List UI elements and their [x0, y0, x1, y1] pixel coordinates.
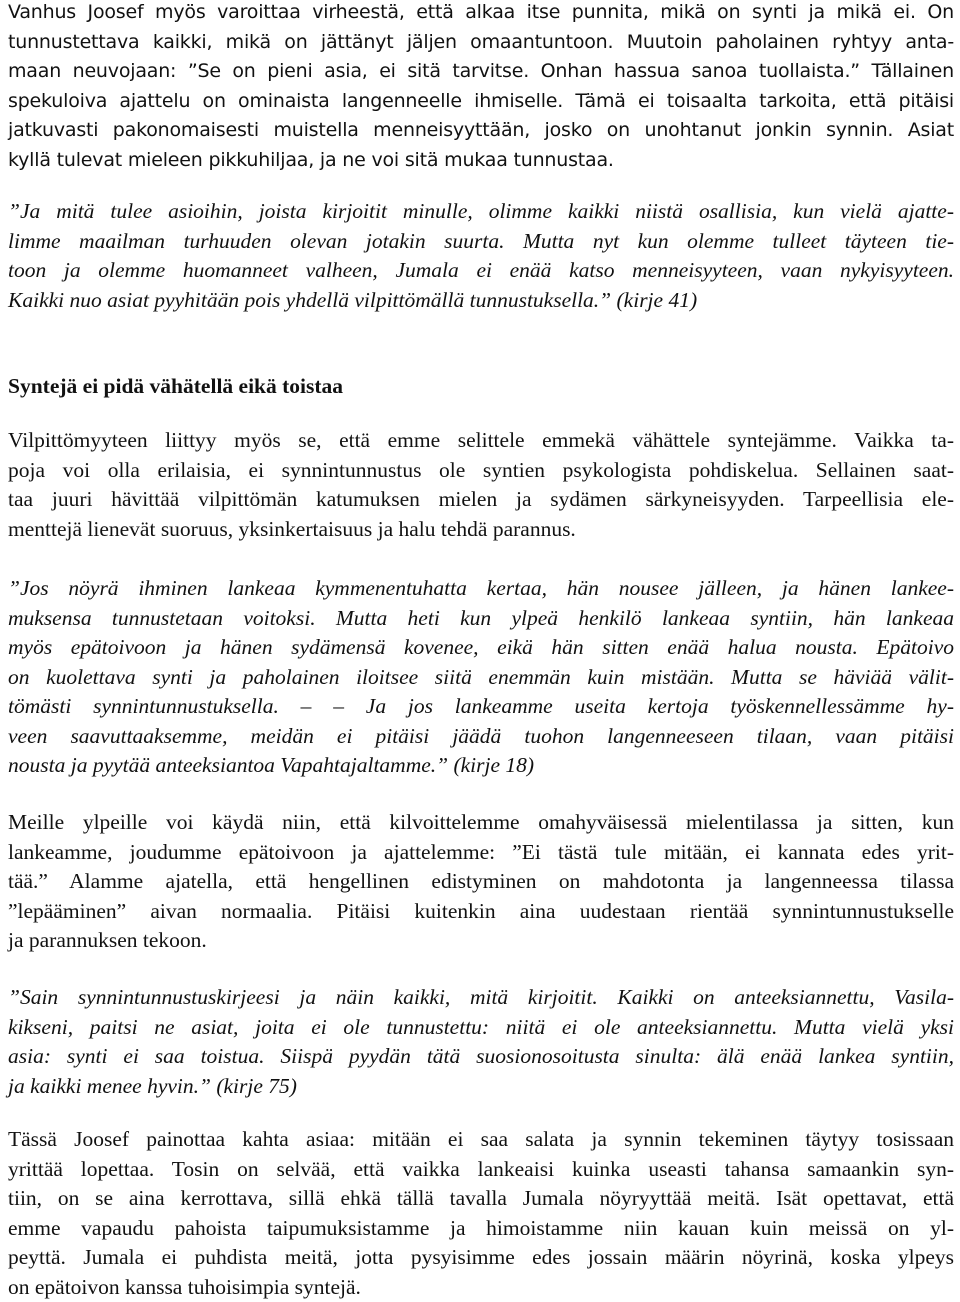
paragraph-confession-warning — [8, 0, 954, 175]
text-line: on epätoivon kanssa tuhoisimpia syntejä. — [8, 1273, 954, 1302]
text-line: kikseni, paitsi ne asiat, joita ei ole tunnustettu: niitä ei ole anteeksiannettu. Mutta vielä yksi — [8, 1013, 954, 1043]
section-heading: Syntejä ei pidä vähätellä eikä toistaa — [8, 371, 954, 401]
text-line: tunnustettava kaikki, mikä on jättänyt jäljen omaantuntoon. Muutoin paholainen ryhtyy anta- — [8, 28, 954, 58]
text-line: tiin, on se aina kerrottava, sillä ehkä tällä tavalla Jumala nöyryyttää meitä. Isät opettavat, että — [8, 1184, 954, 1214]
text-line: poja voi olla erilaisia, ei synnintunnustus ole syntien psykologista pohdiskelua. Sellainen saat- — [8, 456, 954, 486]
text-line: taa juuri hävittää vilpittömän katumuksen mielen ja sydämen särkyneisyyden. Tarpeellisia ele- — [8, 485, 954, 515]
text-line: veen saavuttaaksemme, meidän ei pitäisi jäädä tuohon langenneeseen tilaan, vaan pitäisi — [8, 722, 954, 752]
text-line: Vanhus Joosef myös varoittaa virheestä, että alkaa itse punnita, mikä on synti ja mikä ei. On — [8, 0, 954, 28]
text-line: ja kaikki menee hyvin.” (kirje 75) — [8, 1072, 954, 1102]
text-line: yrittää lopettaa. Tosin on selvää, että vaikka lankeaisi kuinka useasti tahansa samaankin syn- — [8, 1155, 954, 1185]
text-line: ”Sain synnintunnustuskirjeesi ja näin kaikki, mitä kirjoitit. Kaikki on anteeksiannettu, Vasila- — [8, 983, 954, 1013]
text-line: tömästi synnintunnustuksella. – – Ja jos lankeamme useita kertoja työskennellessämme hy- — [8, 692, 954, 722]
quote-letter-18 — [8, 574, 954, 781]
text-line: nousta ja pyytää anteeksiantoa Vapahtajaltamme.” (kirje 18) — [8, 751, 954, 781]
text-line: myös epätoivoon ja hänen sydämensä kovenee, eikä hän sitten enää halua nousta. Epätoivo — [8, 633, 954, 663]
text-line: ja parannuksen tekoon. — [8, 926, 954, 956]
text-line: peyttä. Jumala ei puhdista meitä, jotta pysyisimme edes jossain määrin nöyrinä, koska ylpeys — [8, 1243, 954, 1273]
text-line: spekuloiva ajattelu on ominaista langenneelle ihmiselle. Tämä ei toisaalta tarkoita, että pitäisi — [8, 87, 954, 117]
paragraph-despair — [8, 808, 954, 956]
text-line: lankeamme, joudumme epätoivoon ja ajattelemme: ”Ei tästä tule mitään, ei kannata edes yrit- — [8, 838, 954, 868]
text-line: ”lepääminen” aivan normaalia. Pitäisi kuitenkin aina uudestaan rientää synnintunnustukselle — [8, 897, 954, 927]
paragraph-sincerity — [8, 426, 954, 544]
text-line: ”Jos nöyrä ihminen lankeaa kymmenentuhatta kertaa, hän nousee jälleen, ja hänen lankee- — [8, 574, 954, 604]
paragraph-two-points — [8, 1125, 954, 1302]
text-line: kyllä tulevat mieleen pikkuhiljaa, ja ne voi sitä mukaa tunnustaa. — [8, 146, 954, 176]
text-line: on kuolettava synti ja paholainen iloitsee siitä enemmän kuin mistään. Mutta se häviää välit- — [8, 663, 954, 693]
text-line: emme vapaudu pahoista taipumuksistamme ja himoistamme niin kauan kuin meissä on yl- — [8, 1214, 954, 1244]
text-line: Kaikki nuo asiat pyyhitään pois yhdellä vilpittömällä tunnustuksella.” (kirje 41) — [8, 286, 954, 316]
text-line: jatkuvasti pakonomaisesti muistella menneisyyttään, josko on unohtanut jonkin synnin. Asiat — [8, 116, 954, 146]
text-line: toon ja olemme huomanneet valheen, Jumala ei enää katso menneisyyteen, vaan nykyisyyteen. — [8, 256, 954, 286]
text-line: menttejä lienevät suoruus, yksinkertaisuus ja halu tehdä parannus. — [8, 515, 954, 545]
text-line: ”Ja mitä tulee asioihin, joista kirjoitit minulle, olimme kaikki niistä osallisia, kun vielä ajatte- — [8, 197, 954, 227]
text-line: Vilpittömyyteen liittyy myös se, että emme selittele emmekä vähättele syntejämme. Vaikka ta- — [8, 426, 954, 456]
text-line: tää.” Alamme ajatella, että hengellinen edistyminen on mahdotonta ja langenneessa tilassa — [8, 867, 954, 897]
text-line: Meille ylpeille voi käydä niin, että kilvoittelemme omahyväisessä mielentilassa ja sitten, kun — [8, 808, 954, 838]
quote-letter-41 — [8, 197, 954, 315]
text-line: maan neuvojaan: ”Se on pieni asia, ei sitä tarvitse. Onhan hassua sanoa tuollaista.” Tällainen — [8, 57, 954, 87]
text-line: muksensa tunnustetaan voitoksi. Mutta heti kun ylpeä henkilö lankeaa syntiin, hän lankeaa — [8, 604, 954, 634]
quote-letter-75 — [8, 983, 954, 1101]
text-line: asia: synti ei saa toistua. Siispä pyydän tätä suosionosoitusta sinulta: älä enää lankea syntiin, — [8, 1042, 954, 1072]
text-line: limme maailman turhuuden olevan jotakin suurta. Mutta nyt kun olemme tulleet täyteen tie- — [8, 227, 954, 257]
text-line: Tässä Joosef painottaa kahta asiaa: mitään ei saa salata ja synnin tekeminen täytyy tosissaan — [8, 1125, 954, 1155]
